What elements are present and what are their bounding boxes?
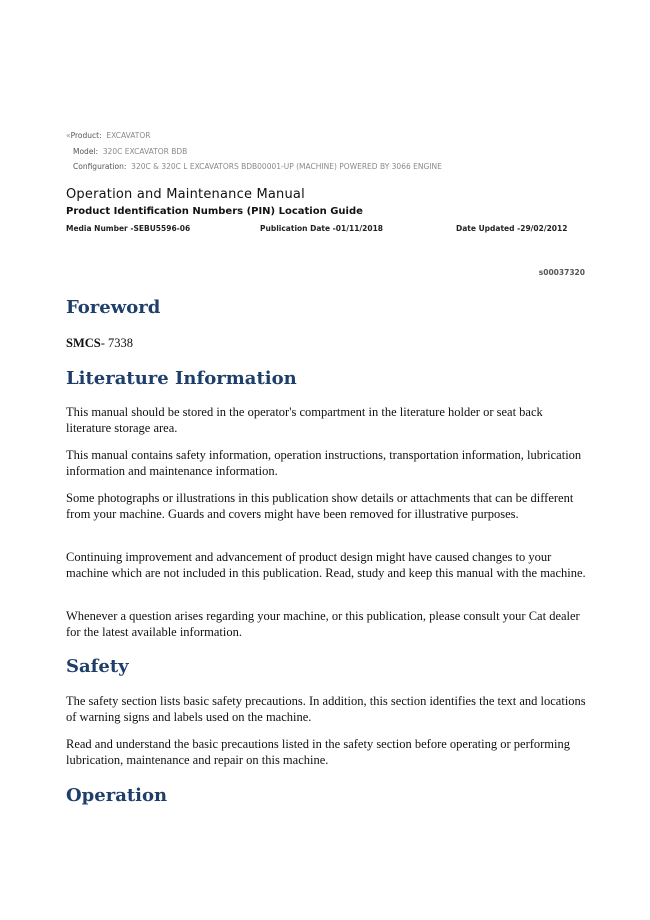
- literature-heading: Literature Information: [66, 368, 297, 389]
- smcs-value: - 7338: [100, 336, 134, 350]
- publication-date: Publication Date -01/11/2018: [260, 224, 384, 233]
- date-updated: Date Updated -29/02/2012: [456, 224, 568, 233]
- safety-paragraph: Read and understand the basic precautions listed in the safety section before operating or performing lubrication, maintenance and repair on this machine.: [66, 737, 570, 767]
- literature-paragraph: Some photographs or illustrations in this publication show details or attachments that can be different from your machine. Guards and covers might have been removed for illustrative purposes.: [66, 491, 574, 521]
- document-subtitle: Product Identification Numbers (PIN) Location Guide: [66, 206, 363, 217]
- operation-heading: Operation: [66, 785, 168, 806]
- model-line: [73, 147, 187, 156]
- configuration-label: Configuration:: [73, 162, 127, 171]
- smcs-line: [66, 336, 133, 351]
- foreword-heading: Foreword: [66, 297, 161, 318]
- smcs-label: SMCS: [66, 336, 101, 350]
- safety-paragraph: The safety section lists basic safety precautions. In addition, this section identifies the text and locations of warning signs and labels used on the machine.: [66, 694, 586, 724]
- literature-paragraph: Whenever a question arises regarding your machine, or this publication, please consult your Cat dealer for the latest available information.: [66, 609, 580, 639]
- product-value: EXCAVATOR: [106, 131, 151, 140]
- model-value: 320C EXCAVATOR BDB: [102, 147, 188, 156]
- model-label: Model:: [73, 147, 99, 156]
- literature-paragraph: This manual should be stored in the operator's compartment in the literature holder or seat back literature storage area.: [66, 405, 543, 435]
- back-arrow-icon[interactable]: «: [66, 131, 71, 140]
- document-title: Operation and Maintenance Manual: [66, 187, 305, 202]
- configuration-value: 320C & 320C L EXCAVATORS BDB00001-UP (MACHINE) POWERED BY 3066 ENGINE: [131, 162, 442, 171]
- document-id: s00037320: [538, 268, 585, 277]
- media-number: Media Number -SEBU5596-06: [66, 224, 191, 233]
- product-line: [66, 131, 151, 140]
- safety-heading: Safety: [66, 656, 129, 677]
- literature-paragraph: This manual contains safety information, operation instructions, transportation information, lubrication information and maintenance information.: [66, 448, 582, 478]
- configuration-line: [73, 162, 442, 171]
- product-label: Product:: [70, 131, 102, 140]
- literature-paragraph: Continuing improvement and advancement of product design might have caused changes to your machine which are not included in this publication. Read, study and keep this manual with the machine.: [66, 550, 586, 580]
